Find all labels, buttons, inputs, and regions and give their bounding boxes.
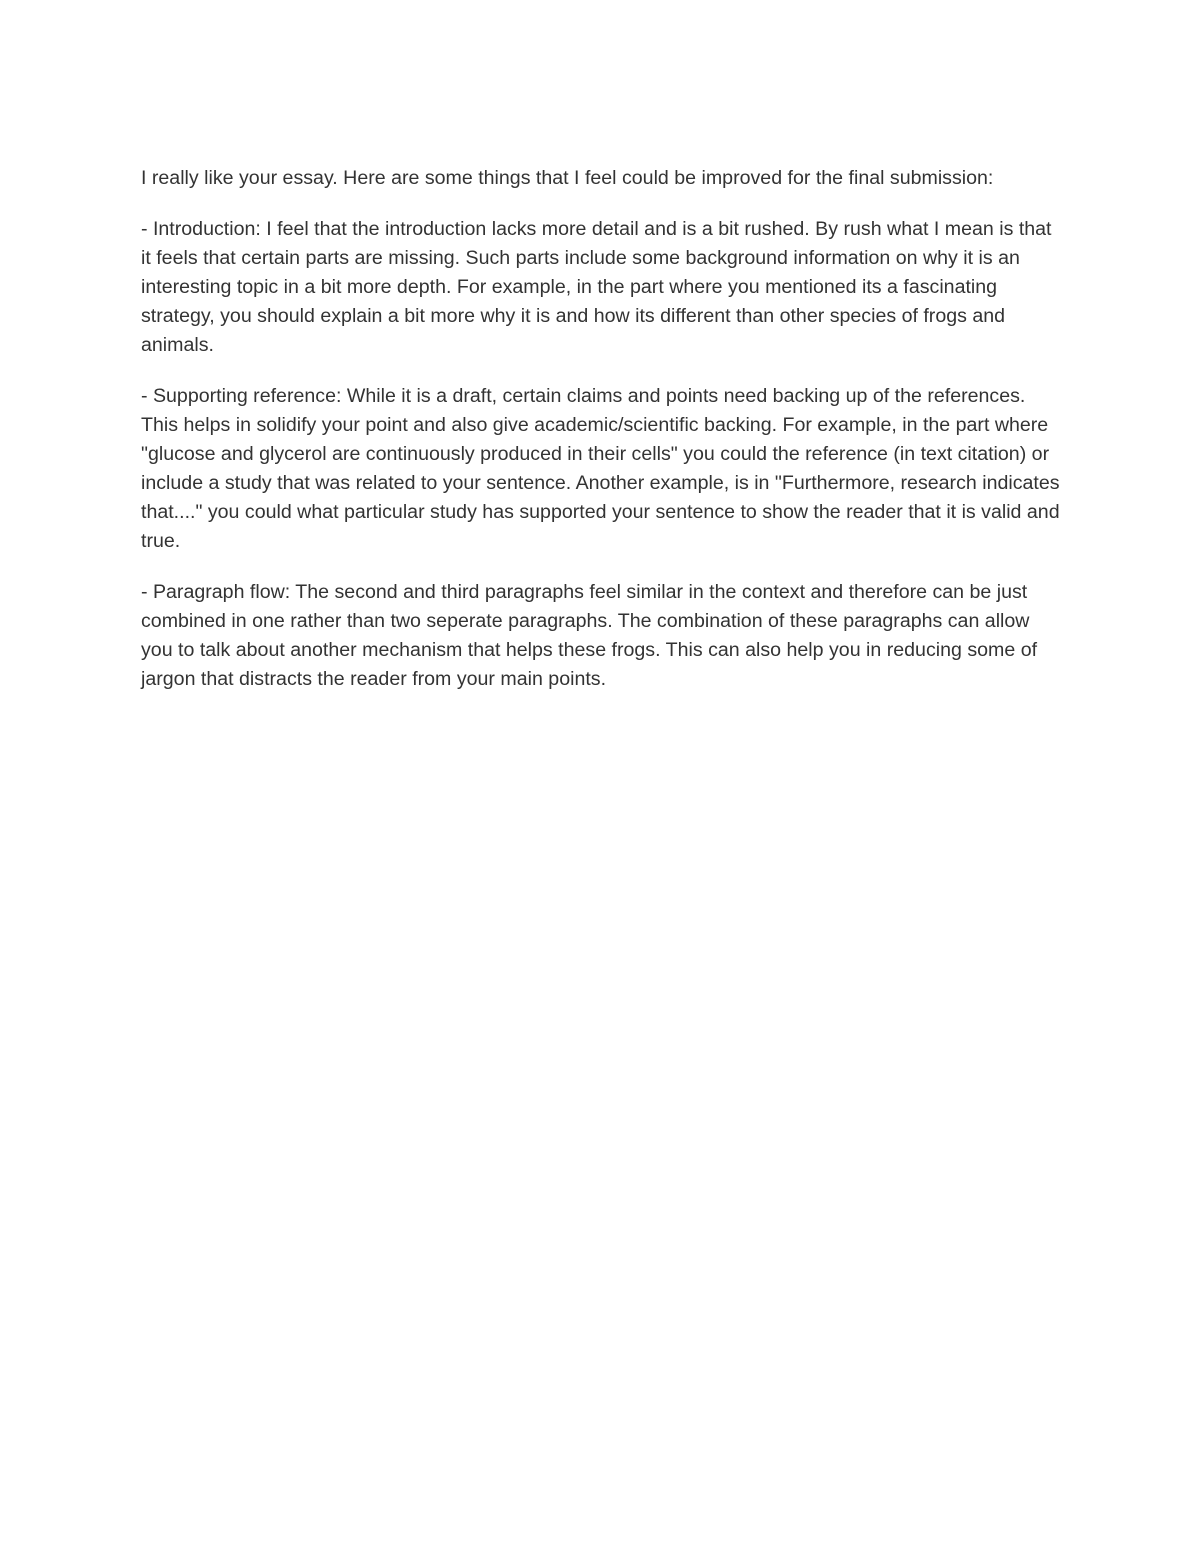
paragraph-flow-feedback-paragraph: - Paragraph flow: The second and third paragraphs feel similar in the context and therefore can be just combined in one rather than two seperate paragraphs. The combination of these paragraphs can allow you to talk about another mechanism that helps these frogs. This can also help you in reducing some of jargon that distracts the reader from your main points.	[141, 581, 1038, 690]
supporting-reference-feedback-paragraph: - Supporting reference: While it is a draft, certain claims and points need backing up of the references. This helps in solidify your point and also give academic/scientific backing. For example, in the part where "glucose and glycerol are continuously produced in their cells" you could the reference (in text citation) or include a study that was related to your sentence. Another example, is in "Furthermore, research indicates that...." you could what particular study has supported your sentence to show the reader that it is valid and true.	[141, 385, 1060, 552]
introduction-feedback-paragraph: - Introduction: I feel that the introduction lacks more detail and is a bit rushed. By rush what I mean is that it feels that certain parts are missing. Such parts include some background information on why it is an interesting topic in a bit more depth. For example, in the part where you mentioned its a fascinating strategy, you should explain a bit more why it is and how its different than other species of frogs and animals.	[141, 218, 1052, 356]
intro-paragraph: I really like your essay. Here are some things that I feel could be improved for the final submission:	[141, 167, 994, 189]
document-body	[141, 164, 1063, 716]
